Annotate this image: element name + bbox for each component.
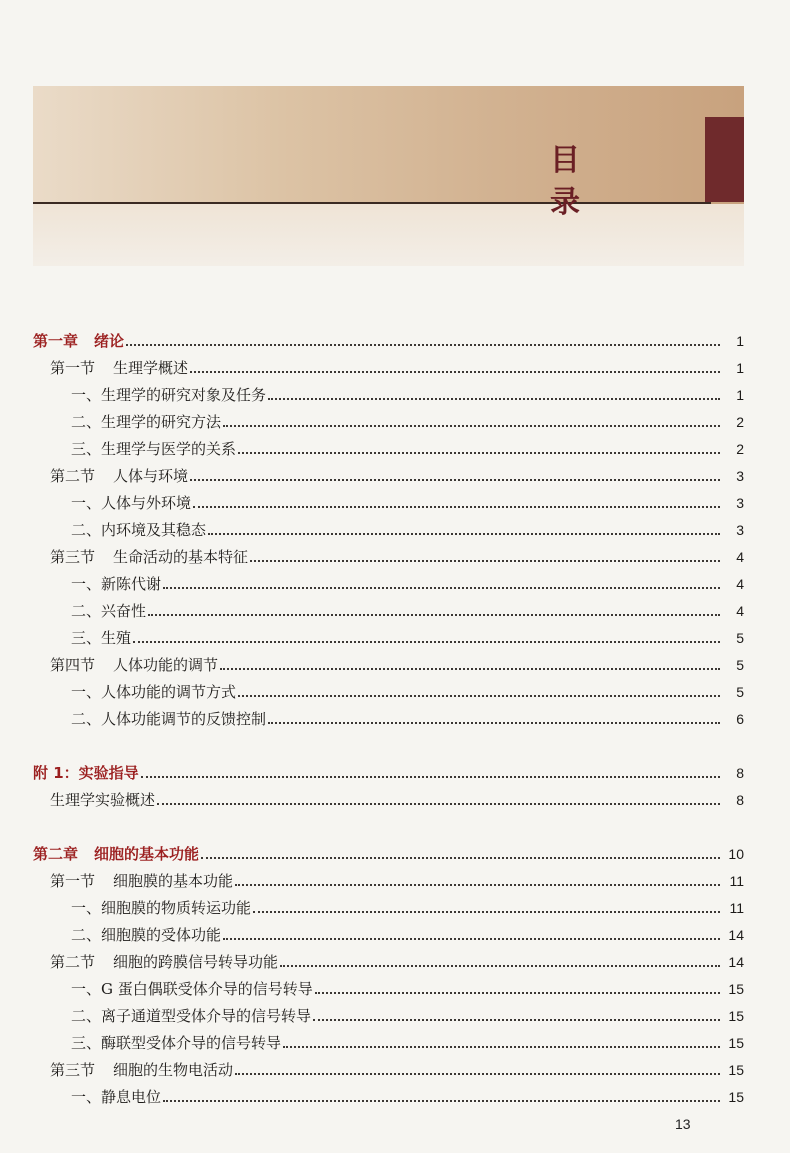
toc-page-number: 14 (728, 927, 744, 943)
toc-page-number: 6 (736, 711, 744, 727)
toc-section-row[interactable] (33, 1056, 744, 1080)
toc-dot-leader (126, 344, 720, 346)
toc-entry-label: 一、人体与外环境 (71, 494, 192, 512)
toc-page-number: 11 (729, 873, 744, 889)
toc-page-number: 5 (736, 630, 744, 646)
toc-entry-label: 三、酶联型受体介导的信号转导 (71, 1034, 282, 1052)
toc-entry-text (33, 493, 191, 513)
toc-page-number: 1 (736, 333, 744, 349)
toc-dot-leader (235, 1073, 720, 1075)
toc-dot-leader (315, 992, 720, 994)
toc-entry-label: 细胞的生物电活动 (113, 1061, 234, 1079)
toc-page-number: 15 (728, 1035, 744, 1051)
toc-entry-label: 三、生殖 (71, 629, 132, 647)
toc-entry-text (33, 520, 206, 540)
toc-entry-text (33, 952, 278, 972)
toc-dot-leader (253, 911, 720, 913)
toc-subsection-row[interactable] (33, 597, 744, 621)
toc-entry-label: 附 1：实验指导 (33, 764, 139, 782)
toc-entry-label: 一、静息电位 (71, 1088, 162, 1106)
toc-entry-label: 细胞的基本功能 (94, 845, 200, 863)
toc-entry-label: 人体与环境 (113, 467, 189, 485)
toc-subsection-row[interactable] (33, 570, 744, 594)
toc-entry-label: 二、人体功能调节的反馈控制 (71, 710, 267, 728)
toc-entry-text (33, 628, 131, 648)
toc-dot-leader (163, 1100, 720, 1102)
toc-subsection-row[interactable] (33, 435, 744, 459)
toc-dot-leader (190, 479, 720, 481)
toc-subsection-row[interactable] (33, 705, 744, 729)
toc-entry-text (33, 898, 251, 918)
toc-entry-text (33, 331, 124, 351)
toc-page-number: 5 (736, 684, 744, 700)
toc-entry-label: 生理学实验概述 (50, 791, 156, 809)
toc-dot-leader (268, 398, 720, 400)
toc-dot-leader (223, 425, 720, 427)
toc-entry-number: 第三节 (50, 548, 96, 566)
toc-entry-label: 二、生理学的研究方法 (71, 413, 222, 431)
toc-entry-number: 第一章 (33, 332, 79, 350)
toc-dot-leader (208, 533, 720, 535)
toc-entry-text (33, 1006, 311, 1026)
toc-page-number: 15 (728, 1089, 744, 1105)
toc-dot-leader (148, 614, 720, 616)
toc-subsection-row[interactable] (33, 489, 744, 513)
toc-page-number: 15 (728, 1062, 744, 1078)
toc-entry-label: 生命活动的基本特征 (113, 548, 249, 566)
toc-page-number: 14 (728, 954, 744, 970)
toc-entry-label: 细胞膜的基本功能 (113, 872, 234, 890)
toc-entry-label: 一、细胞膜的物质转运功能 (71, 899, 252, 917)
toc-dot-leader (250, 560, 720, 562)
toc-dot-leader (268, 722, 720, 724)
toc-entry-number: 第二节 (50, 953, 96, 971)
toc-page-number: 15 (728, 981, 744, 997)
toc-entry-number: 第二节 (50, 467, 96, 485)
toc-dot-leader (157, 803, 720, 805)
toc-dot-leader (220, 668, 720, 670)
toc-entry-number: 第二章 (33, 845, 79, 863)
toc-entry-label: 三、生理学与医学的关系 (71, 440, 237, 458)
toc-dot-leader (133, 641, 720, 643)
toc-page-number: 4 (736, 576, 744, 592)
toc-page-number: 1 (736, 387, 744, 403)
toc-section-row[interactable] (33, 462, 744, 486)
toc-dot-leader (223, 938, 720, 940)
toc-entry-label: 一、G 蛋白偶联受体介导的信号转导 (71, 980, 313, 998)
toc-chapter-row[interactable] (33, 759, 744, 783)
toc-entry-text (33, 925, 221, 945)
toc-page-number: 10 (728, 846, 744, 862)
toc-chapter-row[interactable] (33, 840, 744, 864)
toc-entry-label: 细胞的跨膜信号转导功能 (113, 953, 279, 971)
toc-subsection-row[interactable] (33, 975, 744, 999)
toc-subsection-row[interactable] (33, 516, 744, 540)
toc-entry-label: 生理学概述 (113, 359, 189, 377)
toc-subsection-row[interactable] (33, 624, 744, 648)
toc-entry-label: 一、新陈代谢 (71, 575, 162, 593)
toc-page-number: 2 (736, 414, 744, 430)
toc-entry-text (33, 979, 313, 999)
page-number: 13 (675, 1116, 691, 1132)
toc-page-number: 3 (736, 522, 744, 538)
toc-section-row[interactable] (33, 786, 744, 810)
toc-page-number: 1 (736, 360, 744, 376)
toc-entry-number: 第四节 (50, 656, 96, 674)
toc-entry-text (33, 763, 139, 783)
toc-entry-label: 二、兴奋性 (71, 602, 147, 620)
toc-section-row[interactable] (33, 651, 744, 675)
toc-section-row[interactable] (33, 948, 744, 972)
toc-page-number: 4 (736, 603, 744, 619)
toc-entry-number: 第一节 (50, 872, 96, 890)
toc-page-number: 4 (736, 549, 744, 565)
toc-entry-text (33, 574, 161, 594)
toc-subsection-row[interactable] (33, 1029, 744, 1053)
toc-entry-label: 二、细胞膜的受体功能 (71, 926, 222, 944)
page-title: 目 录 (550, 143, 694, 220)
toc-entry-number: 第三节 (50, 1061, 96, 1079)
toc-subsection-row[interactable] (33, 894, 744, 918)
toc-dot-leader (283, 1046, 720, 1048)
toc-dot-leader (238, 695, 720, 697)
toc-dot-leader (190, 371, 720, 373)
toc-dot-leader (235, 884, 720, 886)
toc-entry-text (33, 1087, 161, 1107)
toc-entry-text (33, 709, 266, 729)
toc-entry-text (33, 844, 199, 864)
toc-subsection-row[interactable] (33, 381, 744, 405)
toc-entry-number: 第一节 (50, 359, 96, 377)
toc-entry-text (33, 871, 233, 891)
toc-entry-text (33, 439, 236, 459)
toc-page-number: 2 (736, 441, 744, 457)
toc-dot-leader (201, 857, 720, 859)
toc-entry-label: 二、离子通道型受体介导的信号转导 (71, 1007, 312, 1025)
toc-entry-text (33, 1033, 281, 1053)
toc-page-number: 8 (736, 765, 744, 781)
toc-section-row[interactable] (33, 867, 744, 891)
toc-dot-leader (193, 506, 720, 508)
toc-dot-leader (238, 452, 720, 454)
toc-subsection-row[interactable] (33, 921, 744, 945)
toc-page-number: 5 (736, 657, 744, 673)
toc-section-row[interactable] (33, 543, 744, 567)
toc-entry-label: 二、内环境及其稳态 (71, 521, 207, 539)
toc-page-number: 3 (736, 495, 744, 511)
header-accent-block (705, 117, 744, 202)
toc-entry-label: 一、生理学的研究对象及任务 (71, 386, 267, 404)
toc-entry-text (33, 358, 188, 378)
toc-subsection-row[interactable] (33, 678, 744, 702)
toc-entry-label: 绪论 (94, 332, 125, 350)
toc-dot-leader (163, 587, 720, 589)
toc-entry-text (33, 1060, 233, 1080)
toc-dot-leader (141, 776, 720, 778)
toc-page-number: 3 (736, 468, 744, 484)
toc-entry-text (33, 601, 146, 621)
toc-entry-text (33, 790, 155, 810)
toc-entry-text (33, 547, 248, 567)
toc-entry-label: 人体功能的调节 (113, 656, 219, 674)
toc-entry-text (33, 466, 188, 486)
toc-page-number: 8 (736, 792, 744, 808)
toc-entry-text (33, 412, 221, 432)
toc-entry-text (33, 682, 236, 702)
toc-page-number: 11 (729, 900, 744, 916)
toc-subsection-row[interactable] (33, 1083, 744, 1107)
toc-dot-leader (313, 1019, 720, 1021)
toc-entry-text (33, 655, 218, 675)
toc-subsection-row[interactable] (33, 1002, 744, 1026)
toc-dot-leader (280, 965, 720, 967)
toc-entry-label: 一、人体功能的调节方式 (71, 683, 237, 701)
header-banner-fade (33, 204, 744, 266)
toc-section-row[interactable] (33, 354, 744, 378)
toc-subsection-row[interactable] (33, 408, 744, 432)
toc-chapter-row[interactable] (33, 327, 744, 351)
toc-entry-text (33, 385, 266, 405)
toc-page-number: 15 (728, 1008, 744, 1024)
